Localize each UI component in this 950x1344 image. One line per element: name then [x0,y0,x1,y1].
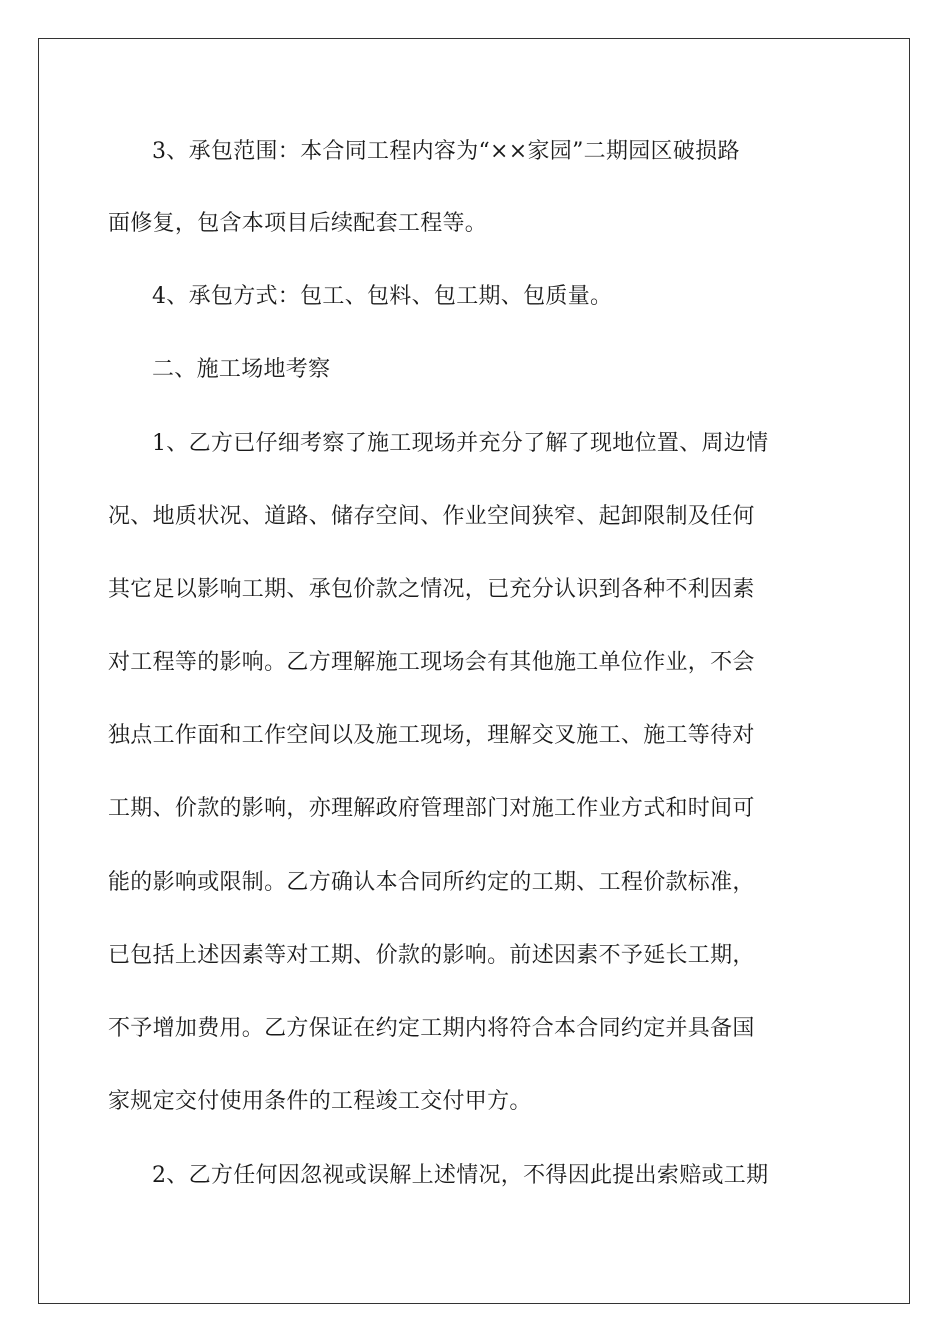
clause-1-survey-line-1: 1、乙方已仔细考察了施工现场并充分了解了现地位置、周边情 [152,431,769,456]
clause-1-survey-line-7: 能的影响或限制。乙方确认本合同所约定的工期、工程价款标准， [108,870,755,895]
clause-1-survey-line-5: 独点工作面和工作空间以及施工现场，理解交叉施工、施工等待对 [108,723,755,748]
clause-4-method: 4、承包方式：包工、包料、包工期、包质量。 [152,284,613,309]
clause-2-claims-line-1: 2、乙方任何因忽视或误解上述情况，不得因此提出索赔或工期 [152,1163,769,1188]
clause-1-survey-line-10: 家规定交付使用条件的工程竣工交付甲方。 [108,1089,532,1114]
clause-1-survey-line-6: 工期、价款的影响，亦理解政府管理部门对施工作业方式和时间可 [108,796,755,821]
clause-3-scope-line-2: 面修复，包含本项目后续配套工程等。 [108,211,488,236]
section-heading-site-survey: 二、施工场地考察 [152,357,331,382]
clause-1-survey-line-9: 不予增加费用。乙方保证在约定工期内将符合本合同约定并具备国 [108,1016,755,1041]
clause-1-survey-line-4: 对工程等的影响。乙方理解施工现场会有其他施工单位作业，不会 [108,650,755,675]
clause-1-survey-line-2: 况、地质状况、道路、储存空间、作业空间狭窄、起卸限制及任何 [108,504,755,529]
clause-3-scope-line-1: 3、承包范围：本合同工程内容为“××家园”二期园区破损路 [152,139,740,164]
clause-1-survey-line-8: 已包括上述因素等对工期、价款的影响。前述因素不予延长工期， [108,943,755,968]
clause-1-survey-line-3: 其它足以影响工期、承包价款之情况，已充分认识到各种不利因素 [108,577,755,602]
